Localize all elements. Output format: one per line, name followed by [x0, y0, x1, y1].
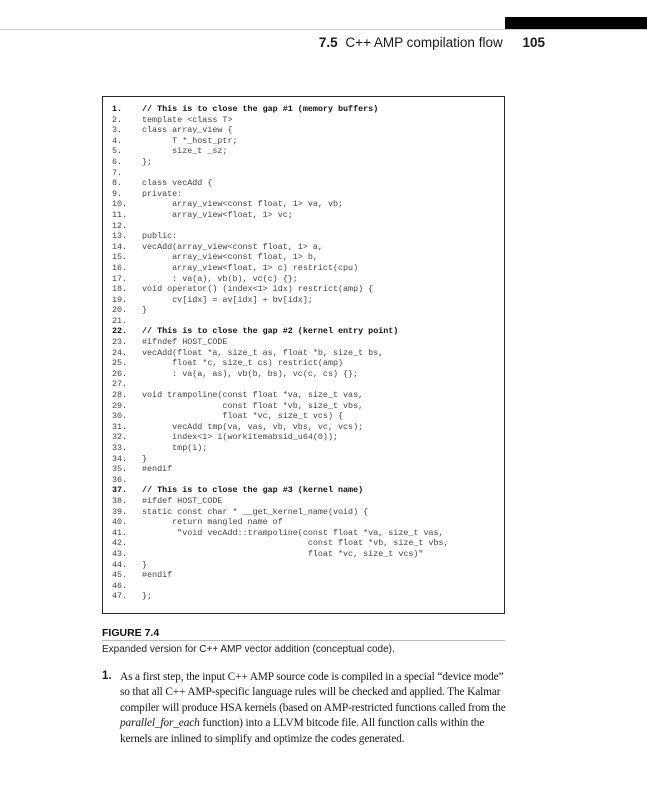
- section-number: 7.5: [318, 35, 338, 50]
- code-line-number: 43.: [112, 548, 128, 559]
- code-line-number: 4.: [112, 135, 123, 146]
- code-line-text: index<1> i(workitemabsid_u64(0));: [142, 432, 339, 443]
- code-line-text: // This is to close the gap #1 (memory buffers): [142, 104, 379, 114]
- code-line-number: 27.: [112, 379, 128, 390]
- code-line-text: class vecAdd {: [142, 178, 213, 189]
- code-line-number: 14.: [112, 241, 128, 252]
- code-line: [112, 104, 449, 115]
- code-line-number: 39.: [112, 506, 128, 517]
- code-line: [112, 549, 449, 560]
- code-line-number: 34.: [112, 453, 128, 464]
- code-line-number: 45.: [112, 570, 128, 581]
- code-line-text: };: [142, 591, 153, 602]
- code-line: [112, 189, 449, 200]
- code-line-number: 5.: [112, 146, 123, 157]
- code-line-text: float *c, size_t cs) restrict(amp): [142, 358, 344, 369]
- code-line-number: 26.: [112, 368, 128, 379]
- code-line: [112, 507, 449, 518]
- figure-caption: Expanded version for C++ AMP vector addition (conceptual code).: [102, 644, 395, 655]
- code-line-number: 2.: [112, 114, 123, 125]
- page-number: 105: [522, 35, 545, 50]
- code-line: [112, 221, 449, 232]
- code-line-text: private:: [142, 188, 183, 199]
- code-line-text: class array_view {: [142, 125, 233, 136]
- code-line-number: 42.: [112, 538, 128, 549]
- code-line: [112, 496, 449, 507]
- code-line: [112, 210, 449, 221]
- code-line: [112, 157, 449, 168]
- code-line-number: 28.: [112, 390, 128, 401]
- code-line-number: 33.: [112, 443, 128, 453]
- code-line-number: 13.: [112, 231, 128, 242]
- code-line: [112, 136, 449, 147]
- code-line-text: : va(a), vb(b), vc(c) {};: [142, 273, 298, 284]
- code-line-text: #ifdef HOST_CODE: [142, 495, 223, 506]
- code-listing-box: [102, 96, 505, 614]
- code-line-number: 41.: [112, 527, 128, 538]
- figure-rule: [102, 640, 505, 641]
- code-line: [112, 115, 449, 126]
- code-line-number: 8.: [112, 178, 123, 189]
- code-line-number: 25.: [112, 358, 128, 369]
- code-line-text: #endif: [142, 464, 173, 475]
- code-line: [112, 464, 449, 475]
- code-line-text: }: [142, 453, 148, 464]
- code-line-number: 36.: [112, 474, 128, 485]
- list-item-text: [120, 670, 510, 747]
- code-line-text: #endif: [142, 570, 173, 581]
- code-line-text: const float *vb, size_t vbs,: [142, 400, 364, 411]
- code-line-text: array_view<float, 1> c) restrict(cpu): [142, 262, 359, 273]
- code-line: [112, 242, 449, 253]
- code-line: [112, 199, 449, 210]
- code-line-number: 37.: [112, 485, 128, 496]
- code-line-text: array_view<const float, 1> b,: [142, 252, 318, 263]
- code-line-number: 15.: [112, 252, 128, 263]
- code-line-text: public:: [142, 231, 178, 242]
- code-line-text: return mangled name of: [142, 517, 283, 528]
- code-line-number: 30.: [112, 411, 128, 422]
- code-line-text: void trampoline(const float *va, size_t vas,: [142, 390, 364, 401]
- header-rule: [0, 29, 647, 30]
- code-line: [112, 178, 449, 189]
- code-line: [112, 369, 449, 380]
- code-line-number: 1.: [112, 104, 123, 114]
- code-line-text: // This is to close the gap #2 (kernel entry point): [142, 326, 399, 337]
- running-head: [300, 35, 545, 53]
- code-line-text: size_t _sz;: [142, 146, 228, 157]
- code-line-number: 29.: [112, 400, 128, 411]
- code-line-number: 32.: [112, 432, 128, 443]
- code-line-number: 19.: [112, 294, 128, 305]
- code-line-text: #ifndef HOST_CODE: [142, 337, 228, 348]
- code-line-number: 10.: [112, 199, 128, 210]
- code-line-number: 40.: [112, 517, 128, 528]
- list-text-italic: parallel_for_each: [120, 717, 200, 730]
- code-line-number: 7.: [112, 167, 123, 178]
- code-line: [112, 591, 449, 602]
- code-line-number: 11.: [112, 209, 128, 220]
- code-line: [112, 443, 449, 454]
- code-line: [112, 454, 449, 465]
- code-line-text: : va(a, as), vb(b, bs), vc(c, cs) {};: [142, 368, 359, 379]
- code-line: [112, 252, 449, 263]
- code-line-number: 23.: [112, 337, 128, 348]
- code-line: [112, 570, 449, 581]
- code-line-text: void operator() (index<1> idx) restrict(amp) {: [142, 284, 374, 295]
- code-line-number: 31.: [112, 421, 128, 432]
- code-line: [112, 379, 449, 390]
- code-line: [112, 528, 449, 539]
- code-line-text: const float *vb, size_t vbs,: [142, 538, 449, 549]
- code-line: [112, 390, 449, 401]
- code-line: [112, 295, 449, 306]
- code-line: [112, 305, 449, 316]
- code-line-number: 18.: [112, 284, 128, 295]
- code-line: [112, 348, 449, 359]
- code-line-number: 12.: [112, 220, 128, 231]
- code-line-text: }: [142, 559, 148, 570]
- code-line-number: 47.: [112, 591, 128, 602]
- code-line: [112, 358, 449, 369]
- code-line-text: }: [142, 305, 148, 316]
- code-line-text: vecAdd(float *a, size_t as, float *b, size_t bs,: [142, 347, 384, 358]
- code-line: [112, 401, 449, 412]
- code-line-text: T *_host_ptr;: [142, 135, 238, 146]
- code-line-number: 3.: [112, 125, 123, 136]
- code-line-number: 22.: [112, 326, 128, 337]
- code-line: [112, 337, 449, 348]
- code-line-text: array_view<float, 1> vc;: [142, 209, 293, 220]
- code-line-number: 9.: [112, 188, 123, 199]
- code-line-text: float *vc, size_t vcs)": [142, 548, 424, 559]
- code-line-number: 38.: [112, 495, 128, 506]
- list-text-before: As a first step, the input C++ AMP source code is compiled in a special “device mode” so that all C++ AMP-specific language rules will be checked and applied. The Kalmar compiler will produce HSA kernels (based on AMP-restricted functions called from the: [120, 671, 506, 714]
- code-line-number: 24.: [112, 347, 128, 358]
- code-line: [112, 475, 449, 486]
- code-line: [112, 231, 449, 242]
- code-line-number: 35.: [112, 464, 128, 475]
- code-line-text: tmp(i);: [142, 443, 208, 453]
- code-line-number: 16.: [112, 262, 128, 273]
- code-line: [112, 422, 449, 433]
- code-line-number: 21.: [112, 315, 128, 326]
- code-line: [112, 326, 449, 337]
- code-line-number: 6.: [112, 156, 123, 167]
- list-text-after: function) into a LLVM bitcode file. All function calls within the kernels are inlined to simplify and optimize the codes generated.: [120, 717, 485, 745]
- code-line-number: 46.: [112, 580, 128, 591]
- code-line: [112, 168, 449, 179]
- code-line: [112, 432, 449, 443]
- code-line: [112, 146, 449, 157]
- code-line-text: "void vecAdd::trampoline(const float *va, size_t vas,: [142, 527, 444, 538]
- code-line-text: template <class T>: [142, 114, 233, 125]
- code-line-text: array_view<const float, 1> va, vb;: [142, 199, 344, 210]
- code-line: [112, 581, 449, 592]
- figure-label: FIGURE 7.4: [102, 627, 160, 639]
- code-line-number: 44.: [112, 559, 128, 570]
- code-line: [112, 411, 449, 422]
- code-line-text: vecAdd(array_view<const float, 1> a,: [142, 241, 323, 252]
- code-line: [112, 517, 449, 528]
- section-title: C++ AMP compilation flow: [345, 35, 503, 50]
- code-line: [112, 485, 449, 496]
- code-line: [112, 284, 449, 295]
- code-line-text: static const char * __get_kernel_name(void) {: [142, 506, 369, 517]
- code-line-text: vecAdd tmp(va, vas, vb, vbs, vc, vcs);: [142, 421, 364, 432]
- code-line-text: // This is to close the gap #3 (kernel name): [142, 485, 364, 496]
- code-line-number: 20.: [112, 305, 128, 316]
- code-line-text: float *vc, size_t vcs) {: [142, 411, 344, 422]
- code-line: [112, 560, 449, 571]
- code-line: [112, 125, 449, 136]
- code-line-number: 17.: [112, 273, 128, 284]
- list-item-number: 1.: [102, 670, 112, 682]
- code-line-text: cv[idx] = av[idx] + bv[idx];: [142, 294, 313, 305]
- code-line: [112, 316, 449, 327]
- code-line: [112, 263, 449, 274]
- code-listing: [112, 104, 449, 602]
- code-line: [112, 274, 449, 285]
- code-line: [112, 538, 449, 549]
- code-line-text: };: [142, 156, 153, 167]
